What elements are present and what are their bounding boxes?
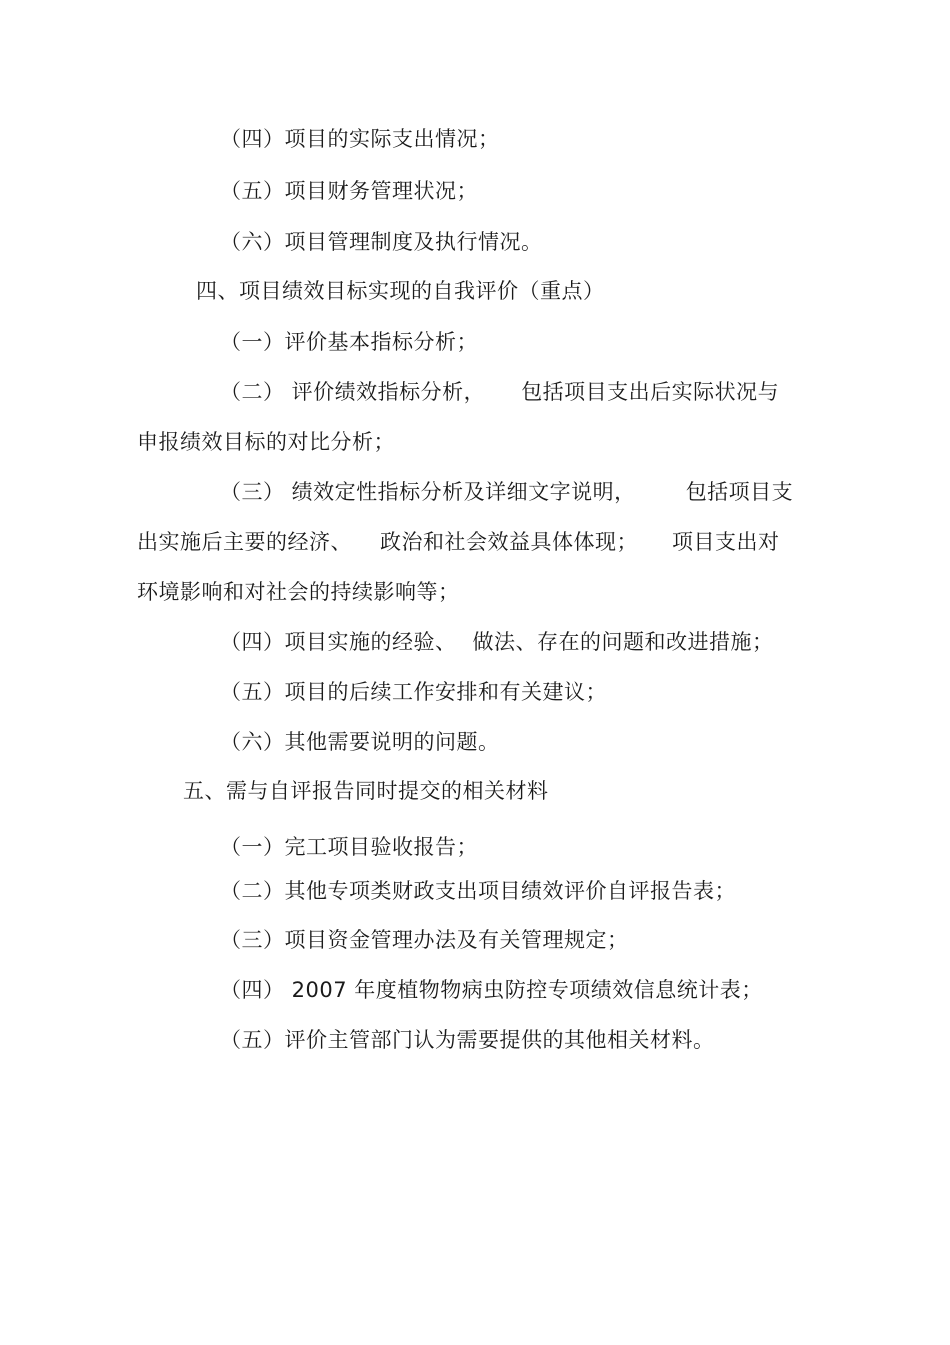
list-item-continuation: 申报绩效目标的对比分析； [137, 430, 395, 454]
list-item-statistics-table: （四） 2007 年度植物物病虫防控专项绩效信息统计表； [220, 978, 763, 1002]
text-segment: （二） 评价绩效指标分析， [220, 380, 486, 404]
list-item-performance-indicators [220, 377, 779, 407]
list-item-qualitative-indicators [220, 477, 793, 507]
list-item-evaluation-form: （二）其他专项类财政支出项目绩效评价自评报告表； [220, 879, 736, 903]
list-item-basic-indicators: （一）评价基本指标分析； [220, 330, 478, 354]
list-item-follow-up: （五）项目的后续工作安排和有关建议； [220, 680, 607, 704]
list-item-actual-expenditure: （四）项目的实际支出情况； [220, 127, 500, 151]
list-item-continuation: 环境影响和对社会的持续影响等； [137, 580, 460, 604]
text-segment: 出实施后主要的经济、 [137, 530, 352, 554]
list-item-continuation [137, 527, 780, 557]
text-segment: 做法、存在的问题和改进措施； [472, 630, 774, 654]
text-segment: 项目支出对 [672, 530, 780, 554]
list-item-fund-regulations: （三）项目资金管理办法及有关管理规定； [220, 928, 629, 952]
list-item-financial-management: （五）项目财务管理状况； [220, 179, 478, 203]
list-item-other-materials: （五）评价主管部门认为需要提供的其他相关材料。 [220, 1028, 715, 1052]
list-item-other-issues: （六）其他需要说明的问题。 [220, 730, 500, 754]
text-segment: 政治和社会效益具体体现； [380, 530, 638, 554]
text-segment: （四）项目实施的经验、 [220, 630, 457, 654]
section-heading-four: 四、项目绩效目标实现的自我评价（重点） [196, 279, 605, 303]
text-segment: 包括项目支 [685, 480, 794, 504]
list-item-acceptance-report: （一）完工项目验收报告； [220, 835, 478, 859]
list-item-experience [220, 627, 774, 657]
list-item-management-system: （六）项目管理制度及执行情况。 [220, 230, 543, 254]
text-segment: （三） 绩效定性指标分析及详细文字说明， [220, 480, 636, 504]
section-heading-five: 五、需与自评报告同时提交的相关材料 [183, 779, 549, 803]
text-segment: 包括项目支出后实际状况与 [521, 380, 780, 404]
